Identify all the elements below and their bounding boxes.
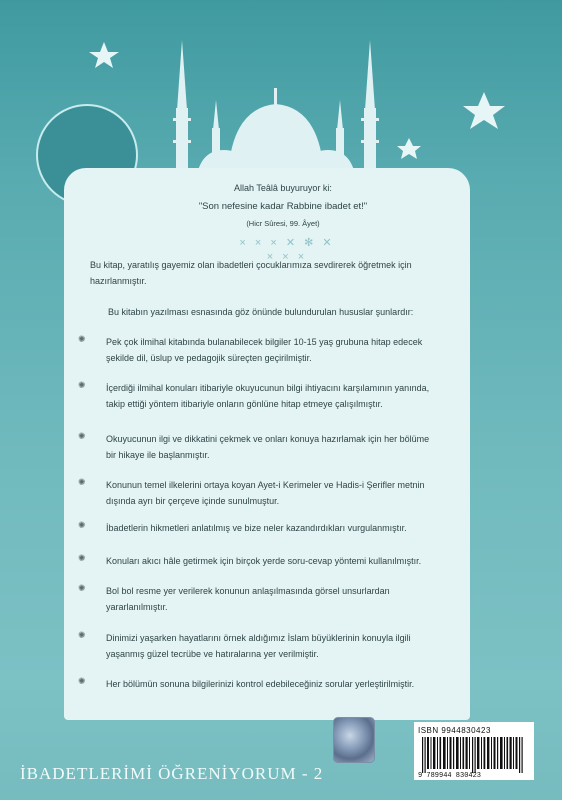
sun-bullet-icon: ✺ bbox=[78, 553, 86, 563]
isbn-label: ISBN 9944830423 bbox=[418, 726, 491, 735]
bullet-line: şekilde dil, üslup ve pedagojik süreçten geçirilmiştir. bbox=[106, 353, 312, 363]
sun-bullet-icon: ✺ bbox=[78, 520, 86, 530]
bullet-line: bir hikaye ile başlanmıştır. bbox=[106, 450, 210, 460]
hologram-sticker bbox=[333, 717, 375, 763]
sun-bullet-icon: ✺ bbox=[78, 630, 86, 640]
lead-paragraph: Bu kitabın yazılması esnasında göz önünde bulundurulan hususlar şunlardır: bbox=[108, 307, 414, 317]
intro-line-2: hazırlanmıştır. bbox=[90, 276, 147, 286]
sun-bullet-icon: ✺ bbox=[78, 380, 86, 390]
sun-bullet-icon: ✺ bbox=[78, 477, 86, 487]
bullet-line: dışında ayrı bir çerçeve içinde sunulmuştur. bbox=[106, 496, 280, 506]
bullet-line: Dinimizi yaşarken hayatlarını örnek aldığımız İslam büyüklerinin konuyla ilgili bbox=[106, 633, 411, 643]
bullet-line: Konuları akıcı hâle getirmek için birçok yerde soru-cevap yöntemi kullanılmıştır. bbox=[106, 556, 422, 566]
ornament-divider: × × × ✕ ✻ ✕ × × × bbox=[239, 237, 335, 263]
bullet-line: Pek çok ilmihal kitabında bulanabilecek bilgiler 10-15 yaş grubuna hitap edecek bbox=[106, 337, 423, 347]
quote-attribution: Allah Teâlâ buyuruyor ki: bbox=[234, 183, 332, 193]
barcode-icon bbox=[420, 737, 528, 773]
sun-bullet-icon: ✺ bbox=[78, 676, 86, 686]
quote-source: (Hicr Sûresi, 99. Âyet) bbox=[246, 219, 320, 228]
bullet-line: Okuyucunun ilgi ve dikkatini çekmek ve onları konuya hazırlamak için her bölüme bbox=[106, 434, 430, 444]
sun-bullet-icon: ✺ bbox=[78, 334, 86, 344]
bullet-line: İbadetlerin hikmetleri anlatılmış ve bize neler kazandırdıkları vurgulanmıştır. bbox=[106, 523, 407, 533]
quote-text: "Son nefesine kadar Rabbine ibadet et!" bbox=[198, 201, 368, 212]
intro-line-1: Bu kitap, yaratılış gayemiz olan ibadetleri çocuklarımıza sevdirerek öğretmek için bbox=[90, 260, 412, 270]
bullet-line: Her bölümün sonuna bilgilerinizi kontrol edebileceğiniz sorular yerleştirilmiştir. bbox=[106, 679, 415, 689]
bullet-line: yararlanılmıştır. bbox=[106, 602, 168, 612]
bullet-line: İçerdiği ilmihal konuları itibariyle okuyucunun bilgi ihtiyacını karşılamının yanında, bbox=[106, 383, 430, 393]
bullet-line: takip ettiği yöntem itibariyle onların gönlüne hitap etmeye çalışılmıştır. bbox=[106, 399, 383, 409]
sun-bullet-icon: ✺ bbox=[78, 583, 86, 593]
barcode-number: 9 789944 830423 bbox=[418, 772, 482, 780]
bullet-line: Bol bol resme yer verilerek konunun anlaşılmasında görsel unsurlardan bbox=[106, 586, 390, 596]
sun-bullet-icon: ✺ bbox=[78, 431, 86, 441]
series-title: İBADETLERİMİ ÖĞRENİYORUM - 2 bbox=[20, 764, 324, 783]
bullet-line: Konunun temel ilkelerini ortaya koyan Ayet-i Kerimeler ve Hadis-i Şerifler metnin bbox=[106, 480, 425, 490]
bullet-line: yaşanmış güzel tecrübe ve hatıralarına yer verilmiştir. bbox=[106, 649, 319, 659]
